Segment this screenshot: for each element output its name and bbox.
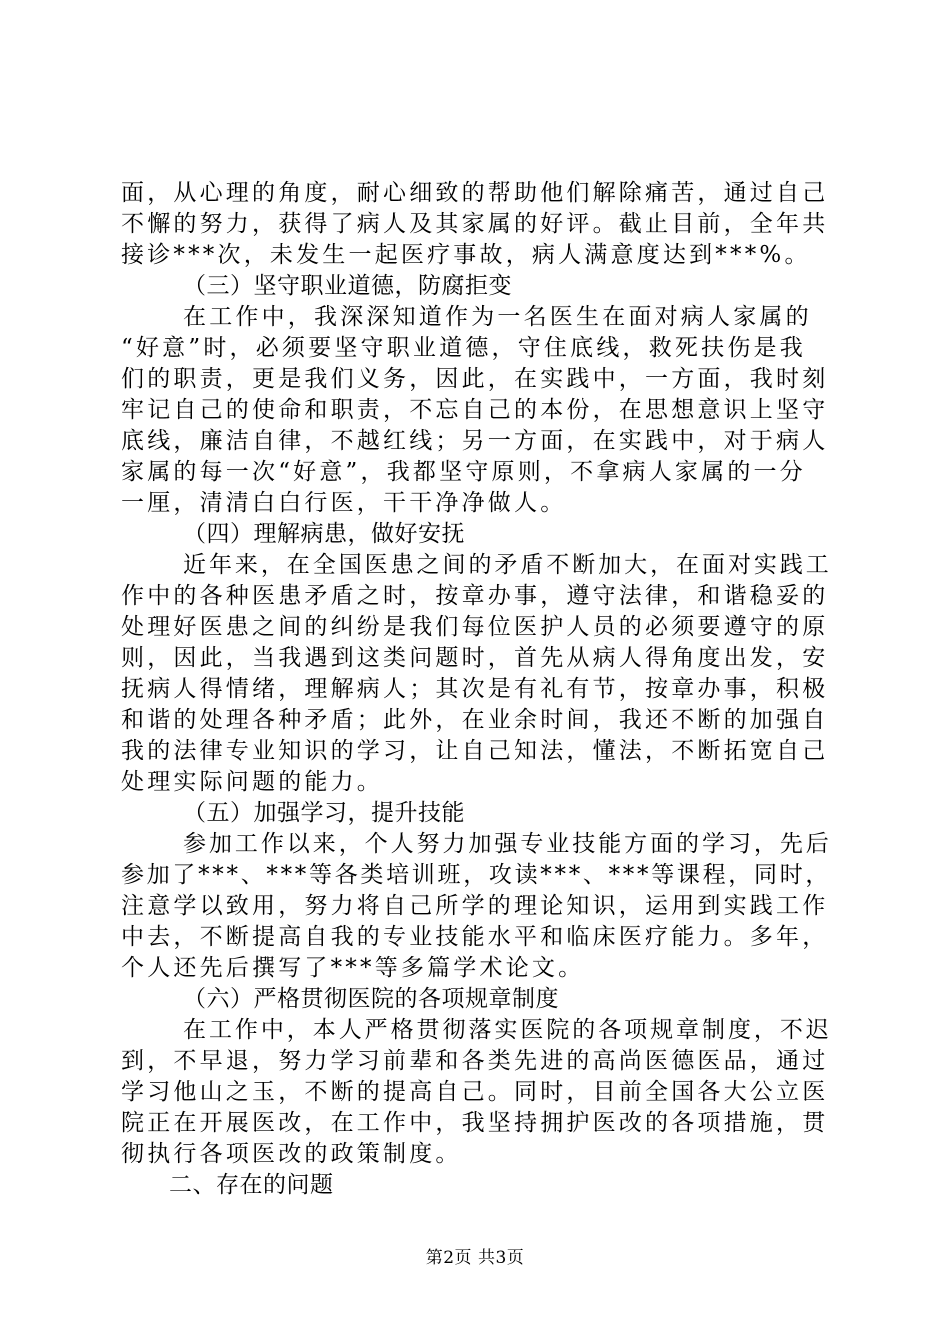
document-body bbox=[121, 178, 836, 1201]
section-heading: （四）理解病患，做好安抚 bbox=[183, 521, 465, 547]
paragraph-line: 学习他山之玉，不断的提高自己。同时，目前全国各大公立医 bbox=[121, 1079, 829, 1105]
paragraph-line: 院正在开展医改，在工作中，我坚持拥护医改的各项措施，贯 bbox=[121, 1110, 829, 1136]
paragraph-line: 处理好医患之间的纠纷是我们每位医护人员的必须要遵守的原 bbox=[121, 614, 829, 640]
paragraph-line: 作中的各种医患矛盾之时，按章办事，遵守法律，和谐稳妥的 bbox=[121, 583, 829, 609]
section-heading: 二、存在的问题 bbox=[169, 1172, 334, 1198]
paragraph-line: 彻执行各项医改的政策制度。 bbox=[121, 1141, 462, 1167]
paragraph-line: 中去，不断提高自我的专业技能水平和临床医疗能力。多年， bbox=[121, 924, 829, 950]
paragraph-line: 个人还先后撰写了***等多篇学术论文。 bbox=[121, 955, 585, 981]
paragraph-line: 牢记自己的使命和职责，不忘自己的本份，在思想意识上坚守 bbox=[121, 397, 829, 423]
paragraph-line: 底线，廉洁自律，不越红线；另一方面，在实践中，对于病人 bbox=[121, 428, 829, 454]
section-heading: （五）加强学习，提升技能 bbox=[183, 800, 465, 826]
paragraph-line: 接诊***次，未发生一起医疗事故，病人满意度达到***%。 bbox=[121, 242, 811, 268]
paragraph-line: 抚病人得情绪，理解病人；其次是有礼有节，按章办事，积极 bbox=[121, 676, 829, 702]
page-number-footer: 第2页 共3页 bbox=[425, 1248, 525, 1268]
paragraph-line: 参加了***、***等各类培训班，攻读***、***等课程，同时， bbox=[121, 862, 832, 888]
paragraph-line: 近年来，在全国医患之间的矛盾不断加大，在面对实践工 bbox=[183, 552, 832, 578]
paragraph-line: 到，不早退，努力学习前辈和各类先进的高尚医德医品，通过 bbox=[121, 1048, 829, 1074]
paragraph-line: 一厘，清清白白行医，干干净净做人。 bbox=[121, 490, 567, 516]
section-heading: （三）坚守职业道德，防腐拒变 bbox=[183, 273, 512, 299]
paragraph-line: 面，从心理的角度，耐心细致的帮助他们解除痛苦，通过自己 bbox=[121, 180, 829, 206]
paragraph-line: 不懈的努力，获得了病人及其家属的好评。截止目前，全年共 bbox=[121, 211, 829, 237]
paragraph-line: 在工作中，我深深知道作为一名医生在面对病人家属的 bbox=[183, 304, 812, 330]
paragraph-line: 在工作中，本人严格贯彻落实医院的各项规章制度，不迟 bbox=[183, 1017, 832, 1043]
paragraph-line: “好意”时，必须要坚守职业道德，守住底线，救死扶伤是我 bbox=[121, 335, 806, 361]
paragraph-line: 处理实际问题的能力。 bbox=[121, 769, 383, 795]
paragraph-line: 则，因此，当我遇到这类问题时，首先从病人得角度出发，安 bbox=[121, 645, 829, 671]
paragraph-line: 和谐的处理各种矛盾；此外，在业余时间，我还不断的加强自 bbox=[121, 707, 829, 733]
section-heading: （六）严格贯彻医院的各项规章制度 bbox=[183, 986, 559, 1012]
paragraph-line: 我的法律专业知识的学习，让自己知法，懂法，不断拓宽自己 bbox=[121, 738, 829, 764]
paragraph-line: 家属的每一次“好意”，我都坚守原则，不拿病人家属的一分 bbox=[121, 459, 806, 485]
paragraph-line: 们的职责，更是我们义务，因此，在实践中，一方面，我时刻 bbox=[121, 366, 829, 392]
paragraph-line: 参加工作以来，个人努力加强专业技能方面的学习，先后 bbox=[183, 831, 832, 857]
paragraph-line: 注意学以致用，努力将自己所学的理论知识，运用到实践工作 bbox=[121, 893, 829, 919]
